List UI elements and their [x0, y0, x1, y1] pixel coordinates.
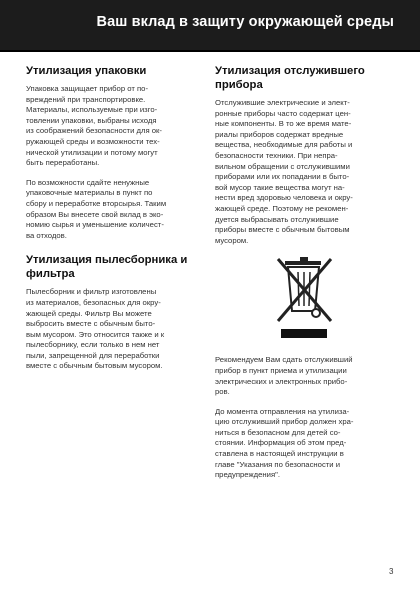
paragraph-packaging-1: Упаковка защищает прибор от по- вреждений при транспортировке. Материалы, используемые при изго- товлении упаковки, выбраны исходя из соображений безопасности для ок- ружающей среды и возможности тех- нической утилизации и потому могут быть переработаны. — [26, 84, 162, 168]
section-title-dustbag-filter: Утилизация пылесборника и фильтра — [26, 254, 188, 281]
paragraph-packaging-2: По возможности сдайте ненужные упаковочные материалы в пункт по сбору и переработке вторсырья. Таким образом Вы внесете свой вклад в эко- номию сырья и уменьшение количест- ва отходов. — [26, 177, 167, 240]
left-column — [26, 64, 202, 381]
section-title-old-appliance: Утилизация отслужившего прибора — [215, 65, 365, 91]
page-number: 3 — [389, 567, 394, 576]
paragraph-old-appliance-2: Рекомендуем Вам сдать отслуживший прибор в пункт приема и утилизации электрических и электронных прибо- ров. — [215, 355, 353, 397]
right-column — [215, 64, 397, 490]
crossed-out-wheelie-bin-icon — [269, 255, 342, 341]
section-title-packaging: Утилизация упаковки — [26, 65, 147, 77]
paragraph-dustbag-filter: Пылесборник и фильтр изготовлены из материалов, безопасных для окру- жающей среды. Фильтр Вы можете выбросить вместе с обычным быто- вым мусором. Это относится также и к пылесборнику, если только в нем нет пыли, запрещенной для переработки вместе с обычным бытовым мусором. — [26, 287, 165, 371]
paragraph-old-appliance-1: Отслужившие электрические и элект- ронные приборы часто содержат цен- ные компоненты. В то же время мате- риалы приборов содержат вредные вещества, необходимые для работы и безопасности техники. При непра- вильном обращении с отслужившими приборами или их попадании в быто- вой мусор такие вещества могут на- нести вред здоровью человека и окру- жающей среде. Поэтому не рекомен- дуется выбрасывать отслужившие приборы вместе с обычным бытовым мусором. — [215, 98, 353, 245]
header-bar — [0, 0, 420, 52]
paragraph-old-appliance-3: До момента отправления на утилиза- цию отслуживший прибор должен хра- ниться в безопасном для детей со- стоянии. Информация об этом пред- ставлена в настоящей инструкции в главе "Указания по безопасности и предупреждения". — [215, 406, 354, 480]
page-title: Ваш вклад в защиту окружающей среды — [96, 14, 394, 30]
